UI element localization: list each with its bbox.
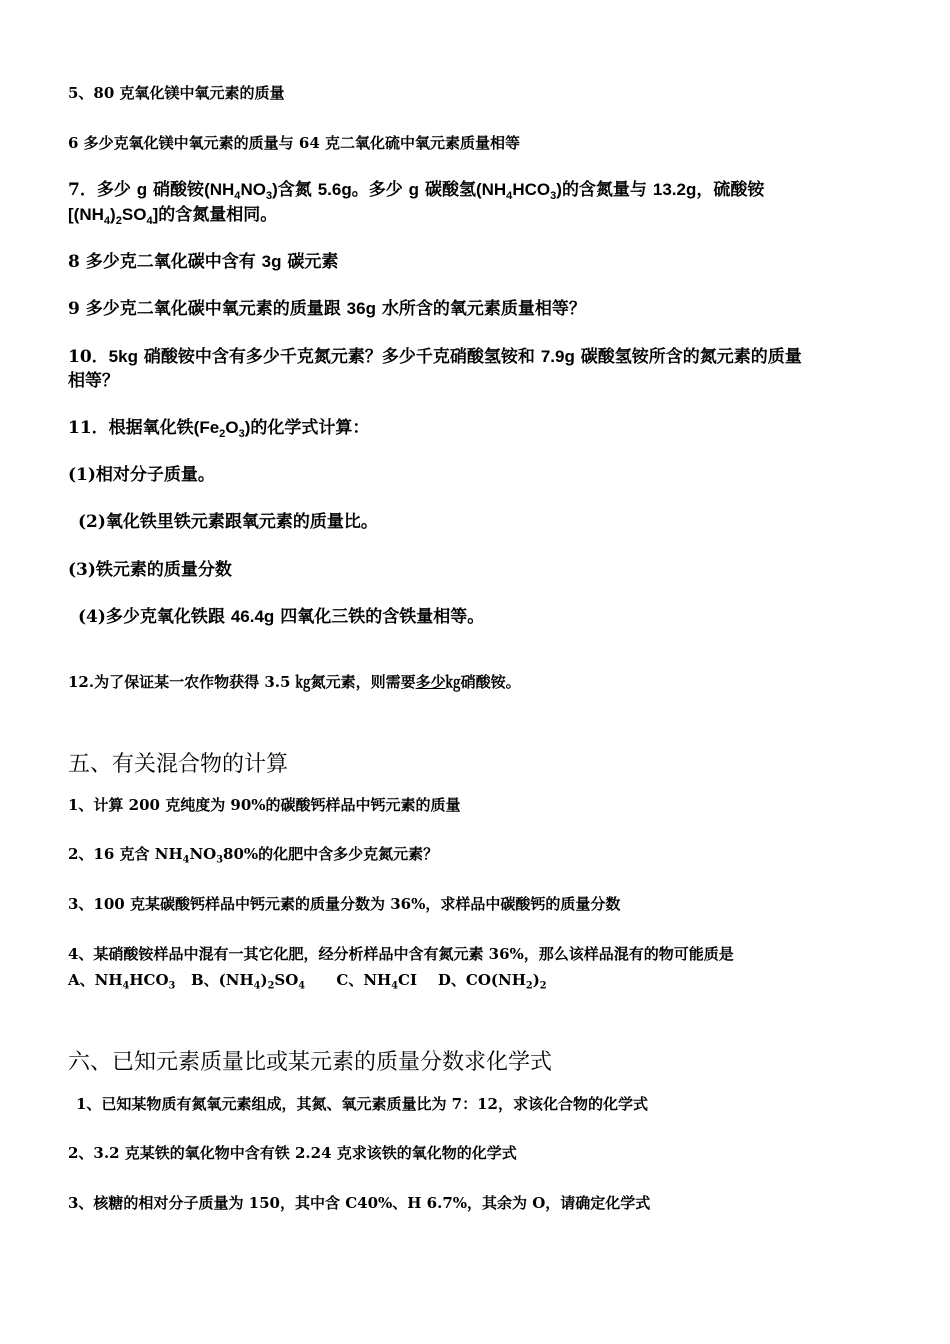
q7-text: 7．多少: [68, 180, 137, 200]
section-5-question-4-options: [68, 969, 547, 990]
section-5-question-1: 1、计算 200 克纯度为 90%的碳酸钙样品中钙元素的质量: [68, 796, 461, 814]
question-11: 11．根据氧化铁$(Fe_2O_3)$的化学式计算：: [68, 418, 370, 440]
q7-unit: g: [408, 180, 420, 199]
section-5-heading: 五、有关混合物的计算: [68, 752, 289, 777]
ammonium-bicarbonate-formula: $(NH_4HCO_3)$: [475, 180, 562, 202]
question-7-line-1: [68, 175, 764, 200]
question-10-line-1: 10．5kg 硝酸铵中含有多少千克氮元素？多少千克硝酸氢铵和 7.9g 碳酸氢铵所含的氮元素的质量: [68, 347, 802, 367]
question-11-part-2: (2)氧化铁里铁元素跟氧元素的质量比。: [78, 512, 378, 532]
q7-text: 的含氮量相同。: [158, 205, 278, 225]
section-6-question-2: 2、3.2 克某铁的氧化物中含有铁 2.24 克求该铁的氧化物的化学式: [68, 1144, 517, 1162]
question-5: 5、80 克氧化镁中氧元素的质量: [68, 84, 285, 102]
q7-text: 含氮: [277, 180, 318, 200]
question-7-line-2: [68, 200, 277, 225]
question-11-part-1: (1)相对分子质量。: [68, 465, 215, 485]
option-d: D、$CO(NH_2)_2$: [437, 971, 547, 992]
section-5-question-3: 3、100 克某碳酸钙样品中钙元素的质量分数为 36%，求样品中碳酸钙的质量分数: [68, 895, 621, 913]
question-11-part-4: (4)多少克氧化铁跟 46.4g 四氧化三铁的含铁量相等。: [78, 607, 485, 627]
q7-text: 硝酸铵: [147, 180, 205, 200]
ammonium-nitrate-formula: $(NH_4NO_3)$: [204, 180, 278, 202]
iron-oxide-formula: $(Fe_2O_3)$: [193, 418, 251, 440]
q7-text: 的含氮量与: [561, 180, 653, 200]
q7-text: 碳酸氢: [419, 180, 476, 200]
q7-value: 13.2g: [652, 180, 697, 199]
q7-text: 。多少: [351, 180, 409, 200]
q7-value: 5.6g: [317, 180, 352, 199]
section-5-question-4: 4、某硝酸铵样品中混有一其它化肥，经分析样品中含有氮元素 36%，那么该样品混有的物可能质是: [68, 945, 734, 963]
question-9: 9 多少克二氧化碳中氧元素的质量跟 36g 水所含的氧元素质量相等？: [68, 299, 586, 319]
q7-text: ，硫酸铵: [696, 180, 765, 200]
question-12: 12.为了保证某一农作物获得 3.5 ㎏氮元素，则需要多少㎏硝酸铵。: [68, 673, 521, 691]
ammonium-sulfate-formula: $[(NH_4)_2SO_4]$: [68, 205, 159, 227]
question-6: 6 多少克氧化镁中氧元素的质量与 64 克二氧化硫中氧元素质量相等: [68, 134, 520, 152]
option-a: A、$NH_4HCO_3$: [68, 971, 176, 992]
question-10-line-2: 相等？: [68, 371, 119, 391]
section-6-heading: 六、已知元素质量比或某元素的质量分数求化学式: [68, 1050, 553, 1075]
question-8: 8 多少克二氧化碳中含有 3g 碳元素: [68, 252, 339, 272]
question-11-part-3: (3)铁元素的质量分数: [68, 560, 232, 580]
section-6-question-3: 3、核糖的相对分子质量为 150，其中含 C40%、H 6.7%，其余为 O，请确定化学式: [68, 1194, 651, 1212]
section-6-question-1: 1、已知某物质有氮氧元素组成，其氮、氧元素质量比为 7：12，求该化合物的化学式: [76, 1095, 648, 1113]
option-c: C、$NH_4CI$: [336, 971, 417, 992]
section-5-question-2: 2、16 克含 $NH_4NO_380\%$的化肥中含多少克氮元素？: [68, 845, 439, 866]
q7-unit: g: [136, 180, 148, 199]
option-b: B、$(NH_4)_2SO_4$: [190, 971, 306, 992]
